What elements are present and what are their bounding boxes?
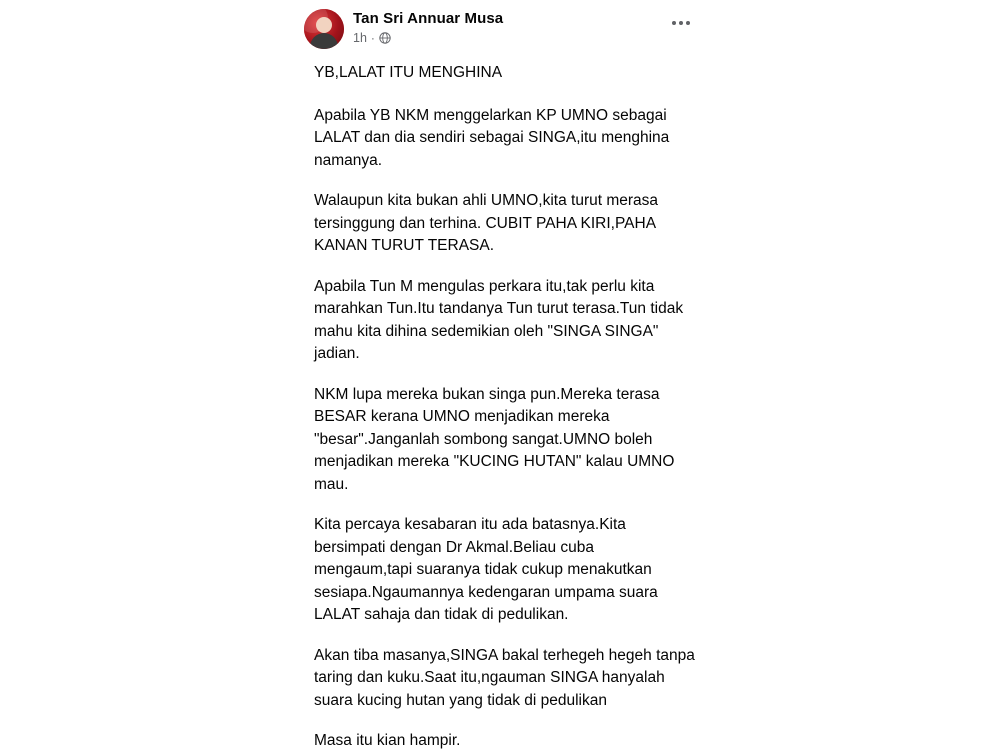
globe-icon[interactable] [379,32,391,44]
avatar-face [316,17,332,33]
post-paragraph: Walaupun kita bukan ahli UMNO,kita turut merasa tersinggung dan terhina. CUBIT PAHA KIRI,PAHA KANAN TURUT TERASA. [314,192,663,254]
right-blank-gutter [700,0,1000,670]
avatar[interactable] [304,9,344,49]
post-paragraph: Masa itu kian hampir. [314,732,461,749]
post-paragraph-title: YB,LALAT ITU MENGHINA [314,64,503,81]
dot-1 [672,21,676,25]
dot-2 [679,21,683,25]
post-timestamp[interactable]: 1h [353,31,367,45]
post-paragraph: Kita percaya kesabaran itu ada batasnya.Kita bersimpati dengan Dr Akmal.Beliau cuba mengaum,tapi suaranya tidak cukup menakutkan sesiapa.Ngaumannya kedengaran umpama suara LALAT sahaja dan tidak di pedulikan. [314,516,663,623]
post-header [300,8,700,56]
post-paragraph: Apabila YB NKM menggelarkan KP UMNO sebagai LALAT dan dia sendiri sebagai SINGA,itu menghina namanya. [314,106,674,169]
post-meta [353,31,664,45]
facebook-post [300,0,700,749]
post-paragraph: Akan tiba masanya,SINGA bakal terhegeh hegeh tanpa taring dan kuku.Saat itu,ngauman SINGA hanyalah suara kucing hutan yang tidak di pedulikan [314,646,700,709]
post-body [300,56,700,753]
post-author-name[interactable]: Tan Sri Annuar Musa [353,10,504,27]
left-blank-gutter [0,0,300,670]
dot-3 [686,21,690,25]
post-header-text [353,8,664,45]
post-paragraph: Apabila Tun M mengulas perkara itu,tak perlu kita marahkan Tun.Itu tandanya Tun turut terasa.Tun tidak mahu kita dihina sedemikian oleh "SINGA SINGA" jadian. [314,277,688,362]
meta-separator: · [370,31,375,45]
more-options-icon[interactable] [664,10,698,36]
post-paragraph: NKM lupa mereka bukan singa pun.Mereka terasa BESAR kerana UMNO menjadikan mereka "besar".Janganlah sombong sangat.UMNO boleh menjadikan mereka "KUCING HUTAN" kalau UMNO mau. [314,385,679,493]
